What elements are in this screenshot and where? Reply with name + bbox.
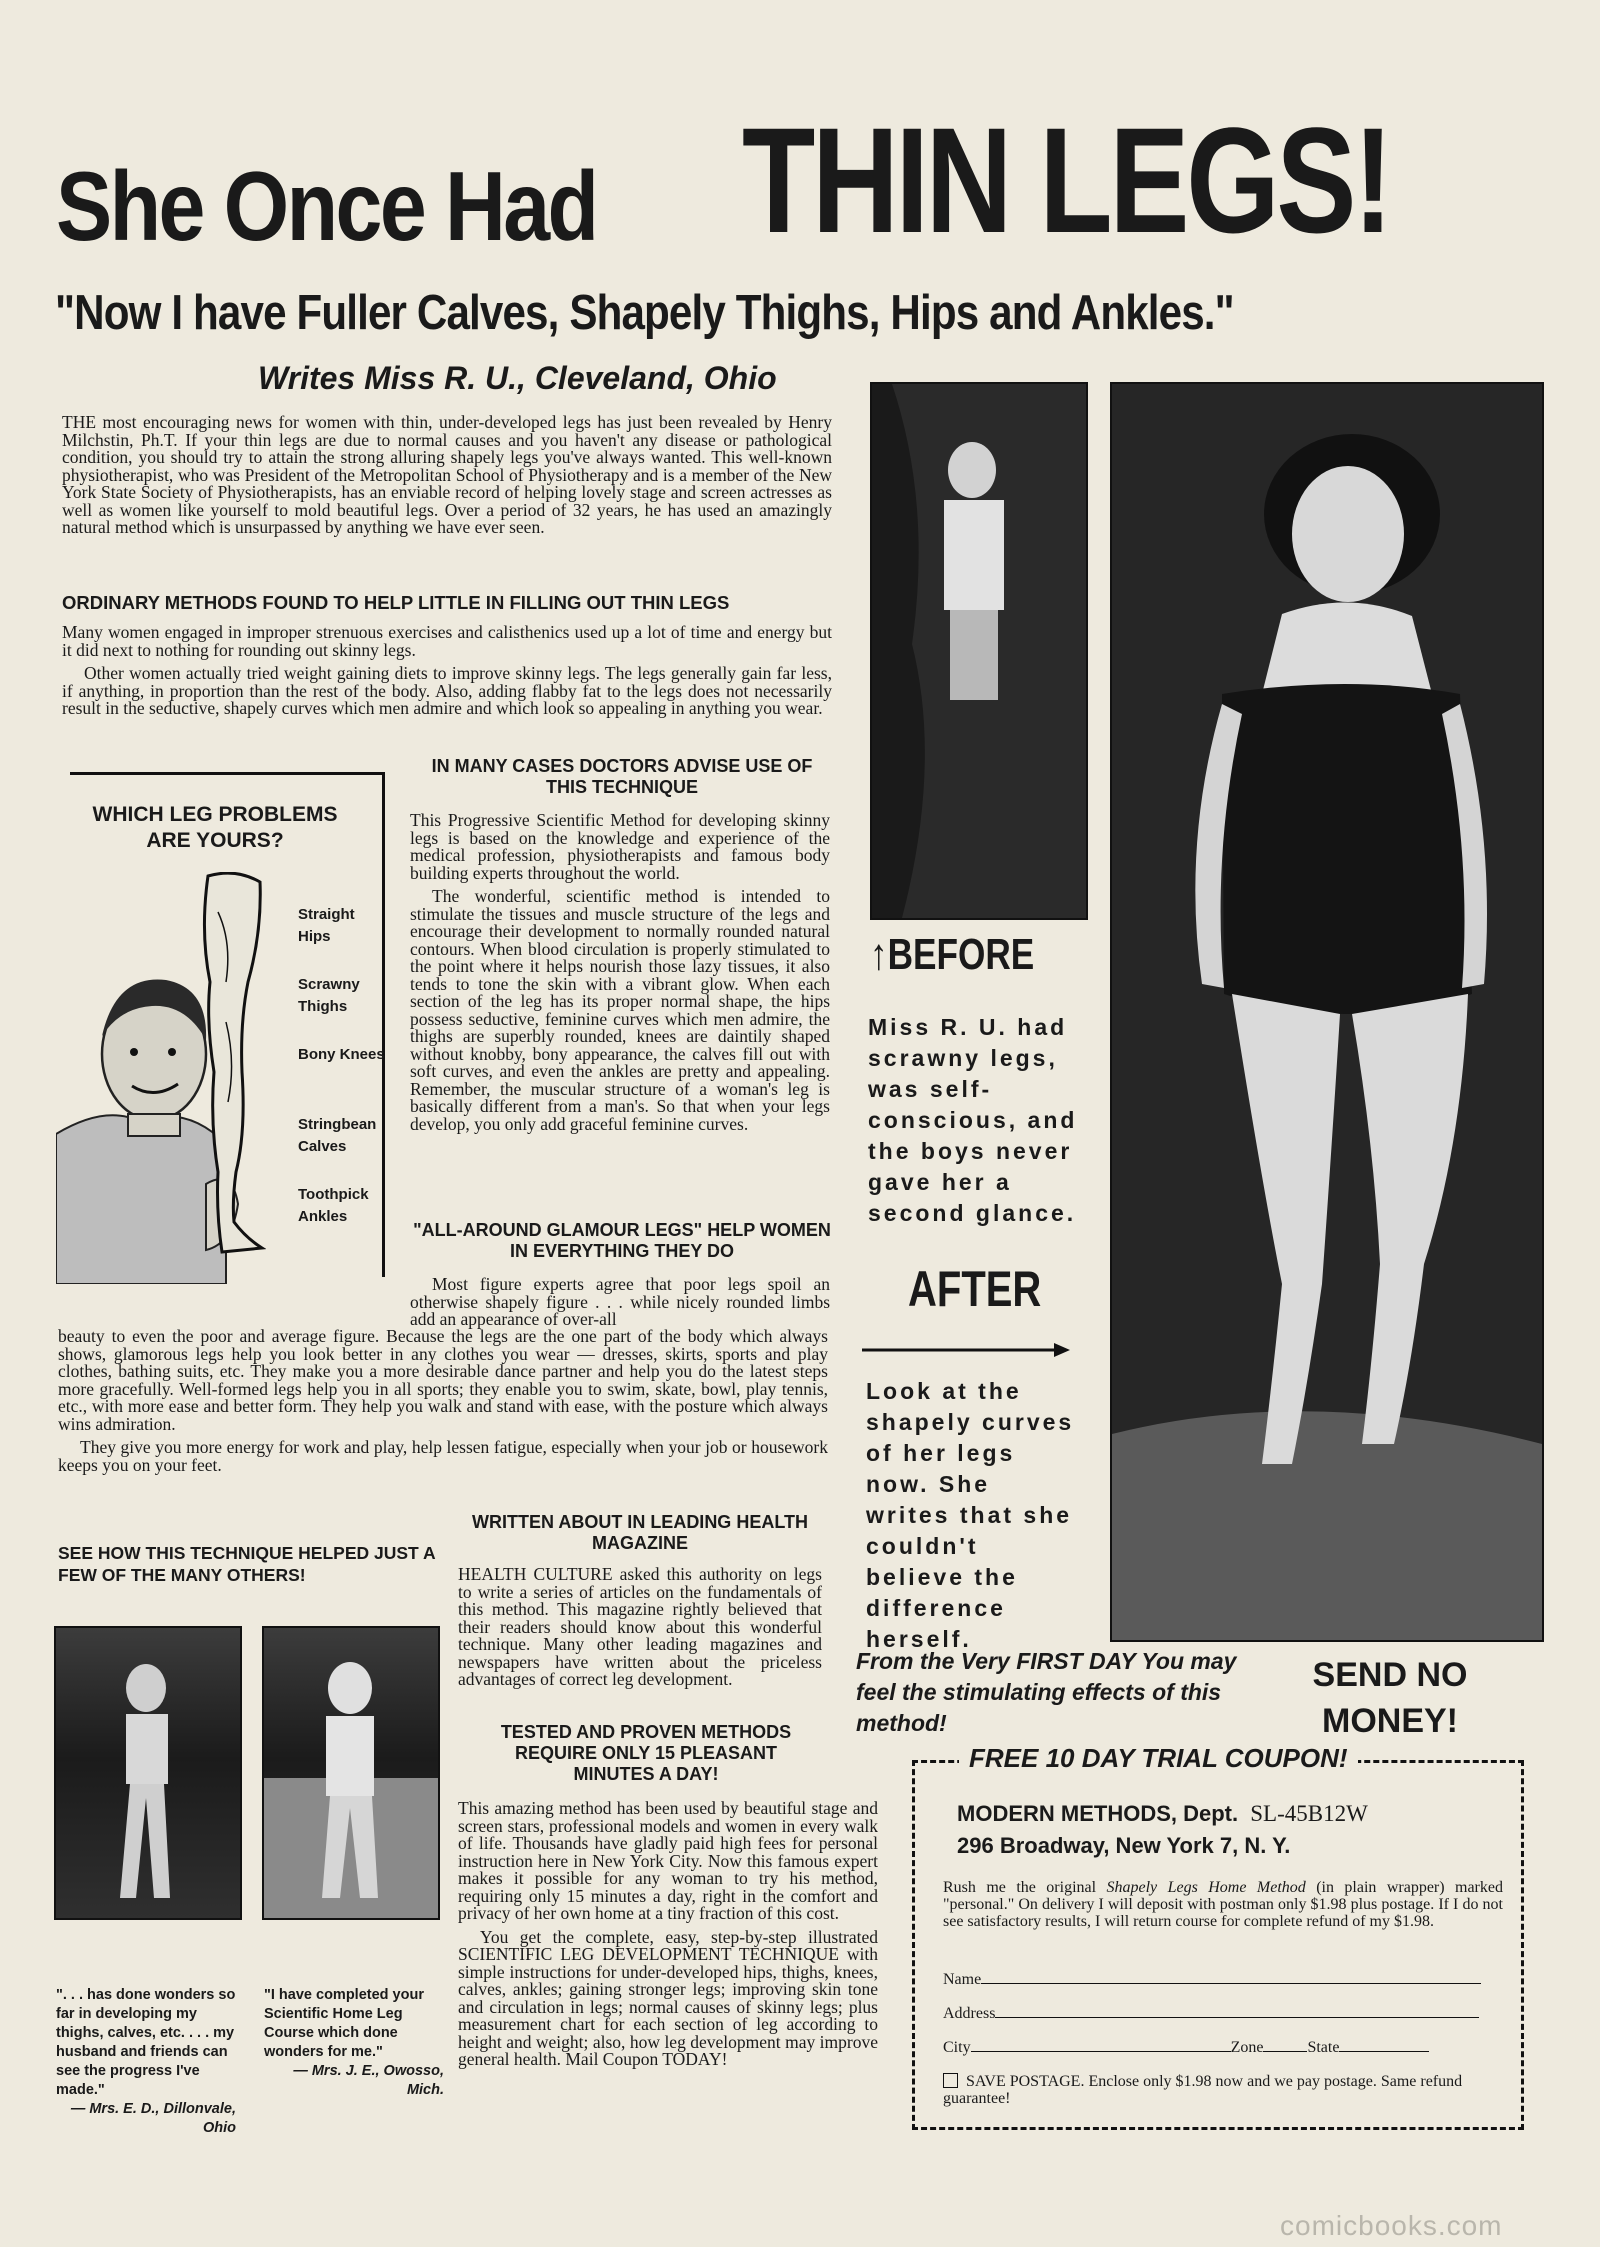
section5-heading: TESTED AND PROVEN METHODS REQUIRE ONLY 15 PLEASANT MINUTES A DAY!: [500, 1722, 792, 1784]
coupon-state-field[interactable]: [1339, 2051, 1429, 2052]
leg-illustration: [196, 872, 266, 1262]
coupon-state-label: State: [1307, 2039, 1340, 2056]
coupon-address-label: Address: [943, 2005, 996, 2022]
label-scrawny-thighs: Scrawny Thighs: [298, 976, 360, 1015]
before-caption: Miss R. U. had scrawny legs, was self-conscious, and the boys never gave her a second glance.: [868, 1014, 1078, 1226]
coupon-body-pre: Rush me the original: [943, 1879, 1107, 1896]
section2-heading: IN MANY CASES DOCTORS ADVISE USE OF THIS TECHNIQUE: [431, 756, 813, 797]
testimonials-heading: SEE HOW THIS TECHNIQUE HELPED JUST A FEW OF THE MANY OTHERS!: [58, 1543, 435, 1585]
section2-body: [410, 812, 830, 1139]
leg-problems-box: [56, 772, 384, 1286]
section2-paragraph2: The wonderful, scientific method is intended to stimulate the tissues and muscle structure of the legs and encourage their development to normally rounded natural contours. When blood circulation is properly stimulated to the point where it helps nourish those lazy tissues, it also tends to tone the skin with a vibrant glow. When each section of the leg has its proper normal shape, the hips possess seductive, feminine curves which men admire, the thighs are superbly rounded, knees are daintily shaped without knobby, bony appearance, the calves fill out with soft curves, and even the ankles are pretty and appealing. Remember, the muscular structure of a woman's leg is basically different from a man's. So that when your legs develop, you only add graceful feminine curves.: [410, 886, 830, 1134]
section3-body: [58, 1328, 828, 1480]
coupon-address-row[interactable]: [943, 2005, 1503, 2023]
testimonial-1-quote: ". . . has done wonders so far in developing my thighs, calves, etc. . . . my husband and friends can see the progress I've made.": [56, 1987, 236, 2098]
headline-part1: She Once Had: [56, 151, 597, 261]
coupon-company: MODERN METHODS, Dept.: [957, 1801, 1239, 1826]
section5-body: [458, 1800, 878, 2075]
section1-paragraph1: Many women engaged in improper strenuous exercises and calisthenics used up a lot of time and energy but it did next to nothing for rounding out skinny legs.: [62, 622, 832, 660]
coupon-city-label: City: [943, 2039, 971, 2056]
section4-heading: WRITTEN ABOUT IN LEADING HEALTH MAGAZINE: [472, 1512, 808, 1553]
coupon-company-row: [957, 1801, 1368, 1827]
coupon-city-row[interactable]: [943, 2039, 1503, 2057]
section2-paragraph1: This Progressive Scientific Method for developing skinny legs is based on the knowledge and experience of the medical profession, physiotherapists and famous body building experts throughout the world.: [410, 810, 830, 883]
section1-body: [62, 624, 832, 724]
section1-heading: ORDINARY METHODS FOUND TO HELP LITTLE IN FILLING OUT THIN LEGS: [62, 592, 730, 613]
testimonial-2-author: — Mrs. J. E., Owosso, Mich.: [293, 2063, 444, 2098]
section3-heading: "ALL-AROUND GLAMOUR LEGS" HELP WOMEN IN EVERYTHING THEY DO: [413, 1220, 831, 1261]
section4-body: [458, 1566, 822, 1695]
first-day-text: From the Very FIRST DAY You may feel the stimulating effects of this method!: [856, 1648, 1237, 1736]
section1-paragraph2: Other women actually tried weight gaining diets to improve skinny legs. The legs generally gain far less, if anything, in proportion than the rest of the body. Also, adding flabby fat to the legs does not necessarily result in the seductive, shapely curves which men admire and which look so appealing in anything you wear.: [62, 663, 832, 718]
coupon-address-field[interactable]: [995, 2017, 1479, 2018]
after-label: AFTER: [908, 1261, 1042, 1317]
section3-paragraph1b: beauty to even the poor and average figure. Because the legs are the one part of the body which always shows, glamorous legs help you look better in any clothes you wear — dresses, skirts, sports and play clothes, bathing suits, etc. They make you a more desirable dance partner and help you do the latest steps more gracefully. Well-formed legs help you in all sports; they enable you to swim, skate, bowl, play tennis, etc., with more ease and better form. They help you walk and stand with ease, with the posture which always wins admiration.: [58, 1326, 828, 1434]
watermark: comicbooks.com: [1280, 2210, 1503, 2241]
section5-paragraph1: This amazing method has been used by beautiful stage and screen stars, professional models and women in every walk of life. Thousands have gladly paid high fees for personal instruction here in New York City. Now this famous expert makes it possible for any woman to try his method, requiring only 15 minutes a day, right in the comfort and privacy of her own home at a tiny fraction of this cost.: [458, 1798, 878, 1923]
label-straight-hips: Straight Hips: [298, 906, 355, 945]
intro-paragraph: THE most encouraging news for women with thin, under-developed legs has just been revealed by Henry Milchstin, Ph.T. If your thin legs are due to normal causes and you haven't any disease or pathological condition, you should try to attain the strong alluring shapely legs you've always wanted. This well-known physiotherapist, who was President of the Metropolitan School of Physiotherapy and is a member of the New York State Society of Physiotherapists, has an enviable record of helping lovely stage and screen actresses as well as women like yourself to mold beautiful legs. Over a period of 32 years, he has used an amazingly natural method which is unsurpassed by anything we have ever seen.: [62, 412, 832, 537]
label-bony-knees: Bony Knees: [298, 1046, 385, 1063]
testimonial-1: [56, 1986, 236, 2138]
section5-paragraph2: You get the complete, easy, step-by-step illustrated SCIENTIFIC LEG DEVELOPMENT TECHNIQUE with simple instructions for under-developed hips, thighs, knees, calves, ankles; gaining stronger legs; improving skin tone and circulation in legs; normal causes of skinny legs; plus measurement chart for each section of leg according to height and weight; also, how leg development may improve general health. Mail Coupon TODAY!: [458, 1926, 878, 2069]
testimonial-2-quote: "I have completed your Scientific Home Leg Course which done wonders for me.": [264, 1987, 424, 2060]
coupon-address: 296 Broadway, New York 7, N. Y.: [957, 1833, 1291, 1858]
after-caption: Look at the shapely curves of her legs now. She writes that she couldn't believe the difference herself.: [866, 1378, 1075, 1652]
section4-paragraph1: HEALTH CULTURE asked this authority on legs to write a series of articles on the fundamentals of this method. This magazine rightly believed that their readers should know about this wonderful technique. Many other leading magazines and newspapers have written about the priceless advantages of correct leg development.: [458, 1564, 822, 1689]
coupon-body: [943, 1879, 1503, 1930]
before-label: BEFORE: [887, 930, 1035, 979]
byline: Writes Miss R. U., Cleveland, Ohio: [258, 360, 777, 396]
coupon-body-post: (in plain wrapper) marked "personal." On delivery I will deposit with postman only $1.98 plus postage. If I do not see satisfactory results, I will return course for complete refund of my $1.98.: [943, 1879, 1503, 1930]
coupon-name-field[interactable]: [981, 1983, 1481, 1984]
coupon-body-em: Shapely Legs Home Method: [1106, 1879, 1306, 1896]
subheadline: "Now I have Fuller Calves, Shapely Thighs, Hips and Ankles.": [55, 286, 1234, 340]
label-toothpick-ankles: Toothpick Ankles: [298, 1186, 369, 1225]
coupon-postage-row[interactable]: [943, 2073, 1503, 2107]
postage-checkbox[interactable]: [943, 2073, 958, 2088]
coupon-postage-text: SAVE POSTAGE. Enclose only $1.98 now and we pay postage. Same refund guarantee!: [943, 2073, 1463, 2107]
headline-part2: THIN LEGS!: [742, 96, 1390, 264]
coupon-dept-code: SL-45B12W: [1250, 1801, 1368, 1826]
arrow-right-icon: [862, 1340, 1072, 1360]
before-photo: [870, 382, 1088, 920]
before-label-row: [870, 930, 1046, 980]
coupon-zone-field[interactable]: [1263, 2051, 1307, 2052]
section3-paragraph1a: Most figure experts agree that poor legs spoil an otherwise shapely figure . . . while nicely rounded limbs add an appearance of over-all: [410, 1274, 830, 1329]
testimonial-photo-1: [54, 1626, 242, 1920]
leg-problems-title: WHICH LEG PROBLEMS ARE YOURS?: [92, 803, 338, 852]
leg-problem-labels: [298, 904, 388, 1254]
coupon-title: FREE 10 DAY TRIAL COUPON!: [959, 1743, 1358, 1774]
testimonial-photo-2: [262, 1626, 440, 1920]
coupon-name-row[interactable]: [943, 1971, 1503, 1989]
testimonial-2: [264, 1986, 444, 2100]
testimonial-1-author: — Mrs. E. D., Dillonvale, Ohio: [70, 2101, 236, 2136]
arrow-up-icon: ↑: [870, 930, 888, 979]
coupon-zone-label: Zone: [1230, 2039, 1264, 2056]
label-stringbean-calves: Stringbean Calves: [298, 1116, 377, 1155]
coupon-city-field[interactable]: [971, 2051, 1231, 2052]
after-photo: [1110, 382, 1544, 1642]
section3-paragraph2: They give you more energy for work and play, help lessen fatigue, especially when your job or housework keeps you on your feet.: [58, 1437, 828, 1475]
intro-text: [62, 414, 832, 543]
coupon[interactable]: [912, 1743, 1524, 2130]
headline: [52, 90, 1562, 265]
send-no-money: SEND NO MONEY!: [1312, 1656, 1468, 1740]
coupon-name-label: Name: [943, 1971, 982, 1988]
